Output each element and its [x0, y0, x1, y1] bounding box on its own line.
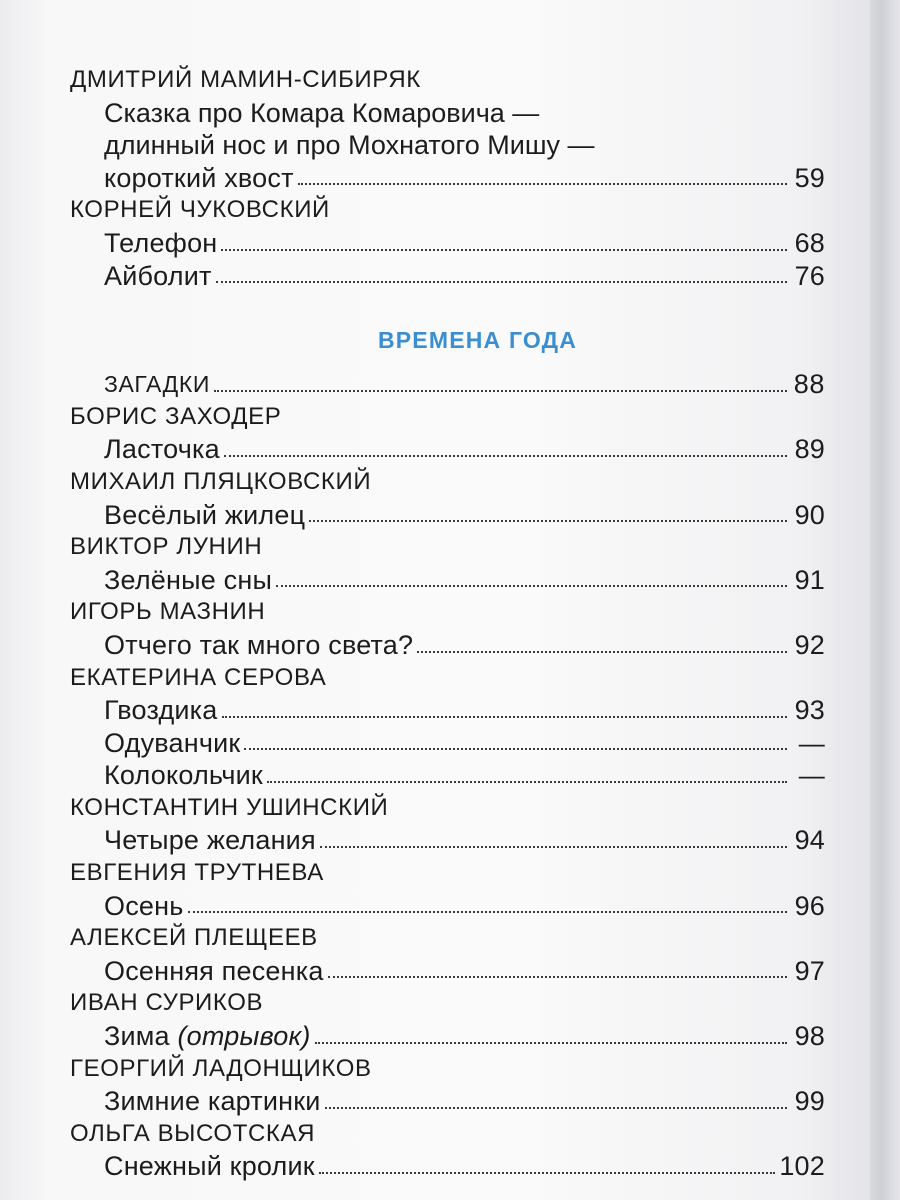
- toc-work-title: [104, 433, 220, 466]
- toc-author: АЛЕКСЕЙ ПЛЕЩЕЕВ: [70, 924, 318, 952]
- page-number: 88: [793, 369, 825, 400]
- section-heading: ВРЕМЕНА ГОДА: [377, 327, 578, 354]
- page-number: 90: [794, 499, 825, 530]
- toc-author: ЕВГЕНИЯ ТРУТНЕВА: [70, 859, 324, 887]
- toc-entry[interactable]: [70, 727, 825, 760]
- dot-leader: [309, 519, 787, 522]
- toc-entry[interactable]: [70, 1085, 825, 1118]
- page-number: 68: [794, 227, 825, 258]
- toc-author: ИВАН СУРИКОВ: [70, 989, 264, 1017]
- dot-leader: [320, 845, 787, 848]
- toc-entry[interactable]: [70, 890, 825, 923]
- toc-work-title: Айболит: [104, 260, 212, 291]
- toc-entry[interactable]: [70, 759, 825, 792]
- page-number: 92: [794, 629, 825, 660]
- toc-entry[interactable]: [70, 629, 825, 662]
- table-of-contents: [70, 64, 825, 1183]
- toc-work-title-line: Сказка про Комара Комаровича —: [104, 97, 540, 128]
- toc-entry[interactable]: [70, 368, 825, 401]
- toc-work-title-text: Четыре желания: [104, 825, 316, 856]
- toc-work-title: [104, 1150, 315, 1183]
- toc-work-title-text: Зелёные сны: [104, 564, 273, 595]
- page-number: —: [798, 727, 825, 758]
- toc-work-title: [104, 564, 272, 597]
- toc-author: МИХАИЛ ПЛЯЦКОВСКИЙ: [70, 467, 372, 495]
- toc-author: ОЛЬГА ВЫСОТСКАЯ: [70, 1119, 316, 1147]
- dot-leader: [222, 715, 787, 718]
- toc-author: ВИКТОР ЛУНИН: [70, 533, 263, 561]
- toc-work-title: [104, 890, 184, 923]
- dot-leader: [298, 182, 787, 185]
- toc-entry[interactable]: [70, 162, 825, 195]
- dot-leader: [319, 1171, 776, 1174]
- toc-work-title: [104, 629, 413, 662]
- toc-work-title: [104, 499, 305, 532]
- toc-entries: [70, 401, 825, 1183]
- toc-work-title-text: Весёлый жилец: [104, 499, 306, 530]
- toc-work-title: [104, 759, 263, 792]
- toc-work-title-text: Гвоздика: [104, 695, 218, 726]
- dot-leader: [224, 454, 787, 457]
- toc-work-title-text: Колокольчик: [104, 760, 263, 791]
- page-edge: [870, 0, 900, 1200]
- toc-author: БОРИС ЗАХОДЕР: [70, 402, 282, 430]
- dot-leader: [315, 1041, 787, 1044]
- dot-leader: [244, 747, 787, 750]
- dot-leader: [325, 1106, 787, 1109]
- page-number: 91: [794, 564, 825, 595]
- toc-entry[interactable]: [70, 227, 825, 260]
- dot-leader: [188, 910, 788, 913]
- toc-author: КОРНЕЙ ЧУКОВСКИЙ: [70, 196, 330, 224]
- toc-work-title: [104, 955, 324, 988]
- toc-entry[interactable]: [70, 1020, 825, 1053]
- toc-work-title: ЗАГАДКИ: [104, 371, 210, 398]
- toc-work-title: [104, 694, 218, 727]
- toc-work-title: короткий хвост: [104, 162, 294, 193]
- toc-work-title: [104, 1020, 311, 1053]
- toc-work-title-text: Снежный кролик: [104, 1151, 315, 1182]
- page-number: 93: [794, 695, 825, 726]
- toc-work-title-text: Отчего так много света?: [104, 629, 414, 660]
- page-number: —: [798, 760, 825, 791]
- toc-author: ДМИТРИЙ МАМИН-СИБИРЯК: [70, 66, 421, 93]
- dot-leader: [216, 280, 787, 283]
- page-number: 102: [779, 1151, 825, 1182]
- toc-entry[interactable]: [70, 824, 825, 857]
- dot-leader: [221, 248, 787, 251]
- toc-work-title-text: Ласточка: [104, 434, 220, 465]
- toc-entry[interactable]: [70, 433, 825, 466]
- toc-work-title: [104, 824, 316, 857]
- toc-entry[interactable]: [70, 499, 825, 532]
- toc-entry[interactable]: [70, 1150, 825, 1183]
- toc-entry[interactable]: [70, 955, 825, 988]
- toc-work-title-line: длинный нос и про Мохнатого Мишу —: [104, 130, 595, 161]
- page-number: 96: [794, 890, 825, 921]
- toc-work-title: [104, 1085, 321, 1118]
- dot-leader: [267, 780, 787, 783]
- dot-leader: [276, 584, 787, 587]
- toc-work-title: [104, 727, 240, 760]
- page-number: 59: [794, 162, 825, 193]
- toc-work-title-text: Зимние картинки: [104, 1086, 321, 1117]
- toc-work-title: Телефон: [104, 227, 218, 258]
- dot-leader: [328, 975, 787, 978]
- toc-work-note: (отрывок): [177, 1021, 311, 1052]
- page-number: 97: [794, 955, 825, 986]
- toc-work-title-text: Осень: [104, 890, 184, 921]
- page-number: 98: [794, 1021, 825, 1052]
- toc-author: ГЕОРГИЙ ЛАДОНЩИКОВ: [70, 1054, 372, 1082]
- page-number: 89: [794, 434, 825, 465]
- toc-entry[interactable]: [70, 564, 825, 597]
- toc-author: КОНСТАНТИН УШИНСКИЙ: [70, 793, 389, 821]
- toc-work-title-text: Зима: [104, 1021, 178, 1052]
- toc-author: ИГОРЬ МАЗНИН: [70, 598, 266, 626]
- dot-leader: [214, 389, 787, 392]
- page-number: 99: [794, 1086, 825, 1117]
- toc-work-title-text: Осенняя песенка: [104, 955, 324, 986]
- toc-entry[interactable]: [70, 694, 825, 727]
- dot-leader: [417, 650, 787, 653]
- toc-author: ЕКАТЕРИНА СЕРОВА: [70, 663, 327, 691]
- toc-entry[interactable]: [70, 260, 825, 293]
- page-number: 94: [794, 825, 825, 856]
- page-number: 76: [794, 260, 825, 291]
- toc-work-title-text: Одуванчик: [104, 727, 241, 758]
